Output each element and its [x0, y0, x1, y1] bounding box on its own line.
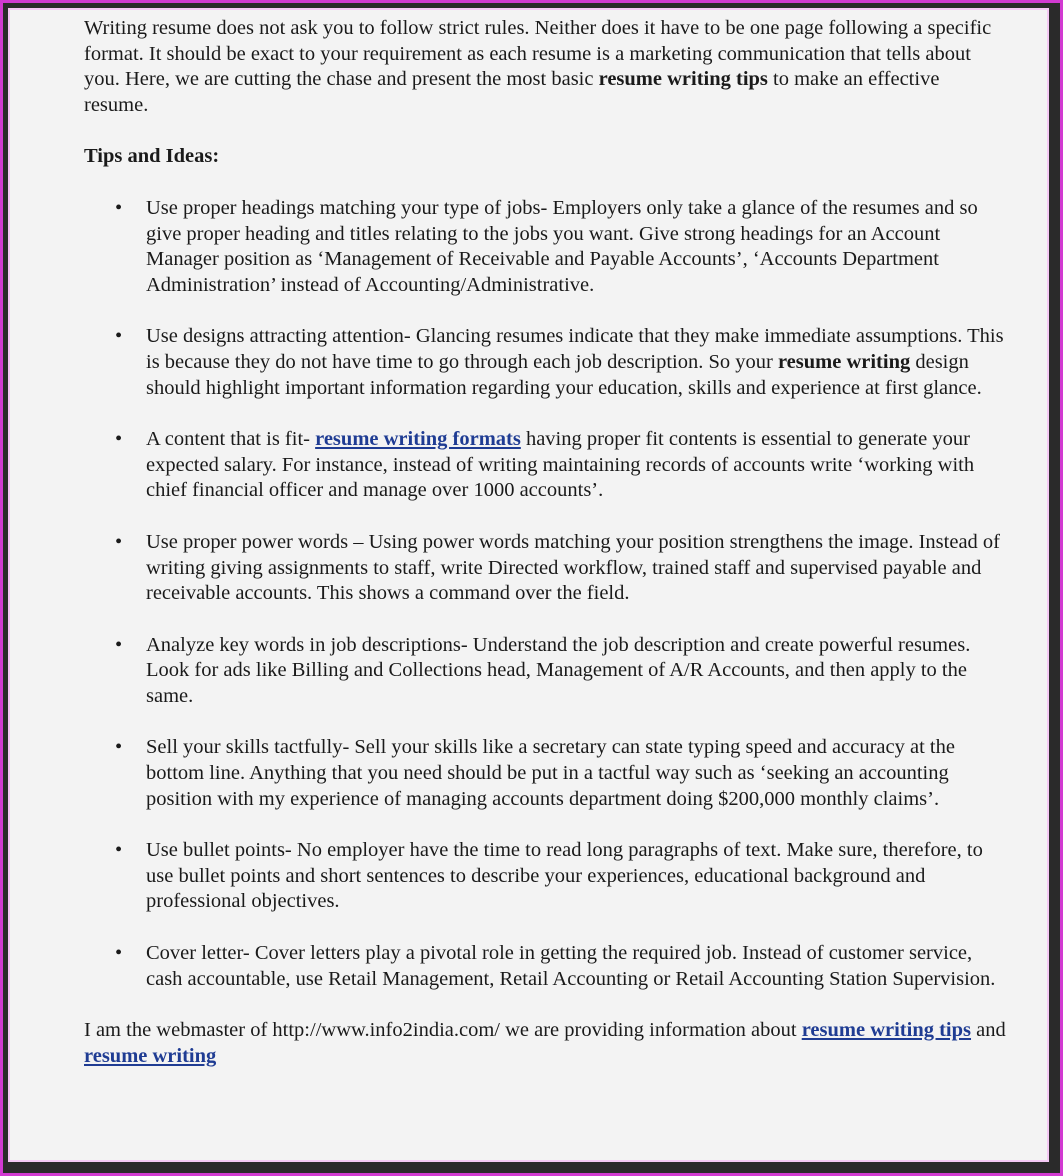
bullet-icon: •	[115, 530, 123, 553]
section-heading: Tips and Ideas:	[84, 145, 220, 168]
tip-text: Use bullet points- No employer have the time to read long paragraphs of text. Make sure, therefore, to use bullet points and short sentences to describe your experiences, educational background and professional objectives.	[146, 839, 983, 913]
bullet-icon: •	[115, 196, 123, 219]
list-item	[115, 735, 1007, 812]
tip-text: Analyze key words in job descriptions- Understand the job description and create powerful resumes. Look for ads like Billing and Collections head, Management of A/R Accounts, and then apply to the same.	[146, 633, 971, 707]
footer-text: I am the webmaster of http://www.info2india.com/ we are providing information about	[84, 1019, 802, 1042]
footer-paragraph	[84, 1018, 1007, 1069]
tip-text-end: design should highlight important information regarding your education, skills and experience at first glance.	[146, 350, 982, 399]
intro-bold-phrase: resume writing tips	[598, 68, 768, 91]
list-item	[115, 196, 1007, 298]
intro-text: Writing resume does not ask you to follow strict rules. Neither does it have to be one page following a specific format. It should be exact to your requirement as each resume is a marketing communication that tells about you. Here, we are cutting the chase and present the most basic	[84, 17, 992, 91]
tip-text: A content that is fit-	[146, 428, 316, 451]
tip-text: Use proper headings matching your type of jobs- Employers only take a glance of the resumes and so give proper heading and titles relating to the jobs you want. Give strong headings for an Account Manager position as ‘Management of Receivable and Payable Accounts’, ‘Accounts Department Administration’ instead of Accounting/Administrative.	[146, 196, 978, 296]
intro-paragraph	[84, 16, 1007, 118]
intro-text-end: to make an effective resume.	[84, 68, 940, 116]
tip-text: Use designs attracting attention- Glancing resumes indicate that they make immediate assumptions. This is because they do not have time to go through each job description. So your	[146, 325, 1004, 373]
list-item	[115, 633, 1007, 710]
tip-text-end: having proper fit contents is essential to generate your expected salary. For instance, instead of writing maintaining records of accounts write ‘working with chief financial officer and manage over 1000 accounts’.	[146, 428, 975, 502]
list-item	[115, 324, 1007, 401]
tip-text: Sell your skills tactfully- Sell your skills like a secretary can state typing speed and accuracy at the bottom line. Anything that you need should be put in a tactful way such as ‘seeking an accounting position with my experience of managing accounts department doing $200,000 monthly claims’.	[146, 736, 955, 810]
resume-writing-tips-link[interactable]: resume writing tips	[801, 1019, 972, 1042]
bullet-icon: •	[115, 325, 123, 348]
tip-text: Cover letter- Cover letters play a pivotal role in getting the required job. Instead of customer service, cash accountable, use Retail Management, Retail Accounting or Retail Accounting Station Supervision.	[146, 942, 996, 990]
bullet-icon: •	[115, 633, 123, 656]
bullet-icon: •	[115, 942, 123, 965]
resume-writing-link[interactable]: resume writing	[84, 1044, 217, 1067]
bullet-icon: •	[115, 736, 123, 759]
bullet-icon: •	[115, 839, 123, 862]
tip-bold-phrase: resume writing	[777, 350, 911, 373]
bullet-icon: •	[115, 428, 123, 451]
footer-text-and: and	[971, 1019, 1006, 1042]
document-page	[8, 8, 1049, 1162]
list-item	[115, 941, 1007, 992]
list-item	[115, 838, 1007, 915]
resume-writing-formats-link[interactable]: resume writing formats	[315, 428, 521, 451]
list-item	[115, 530, 1007, 607]
list-item	[115, 427, 1007, 504]
tips-list	[84, 196, 1007, 992]
tip-text: Use proper power words – Using power words matching your position strengthens the image. Instead of writing giving assignments to staff, write Directed workflow, trained staff and supervised payable and receivable accounts. This shows a command over the field.	[146, 530, 1000, 605]
